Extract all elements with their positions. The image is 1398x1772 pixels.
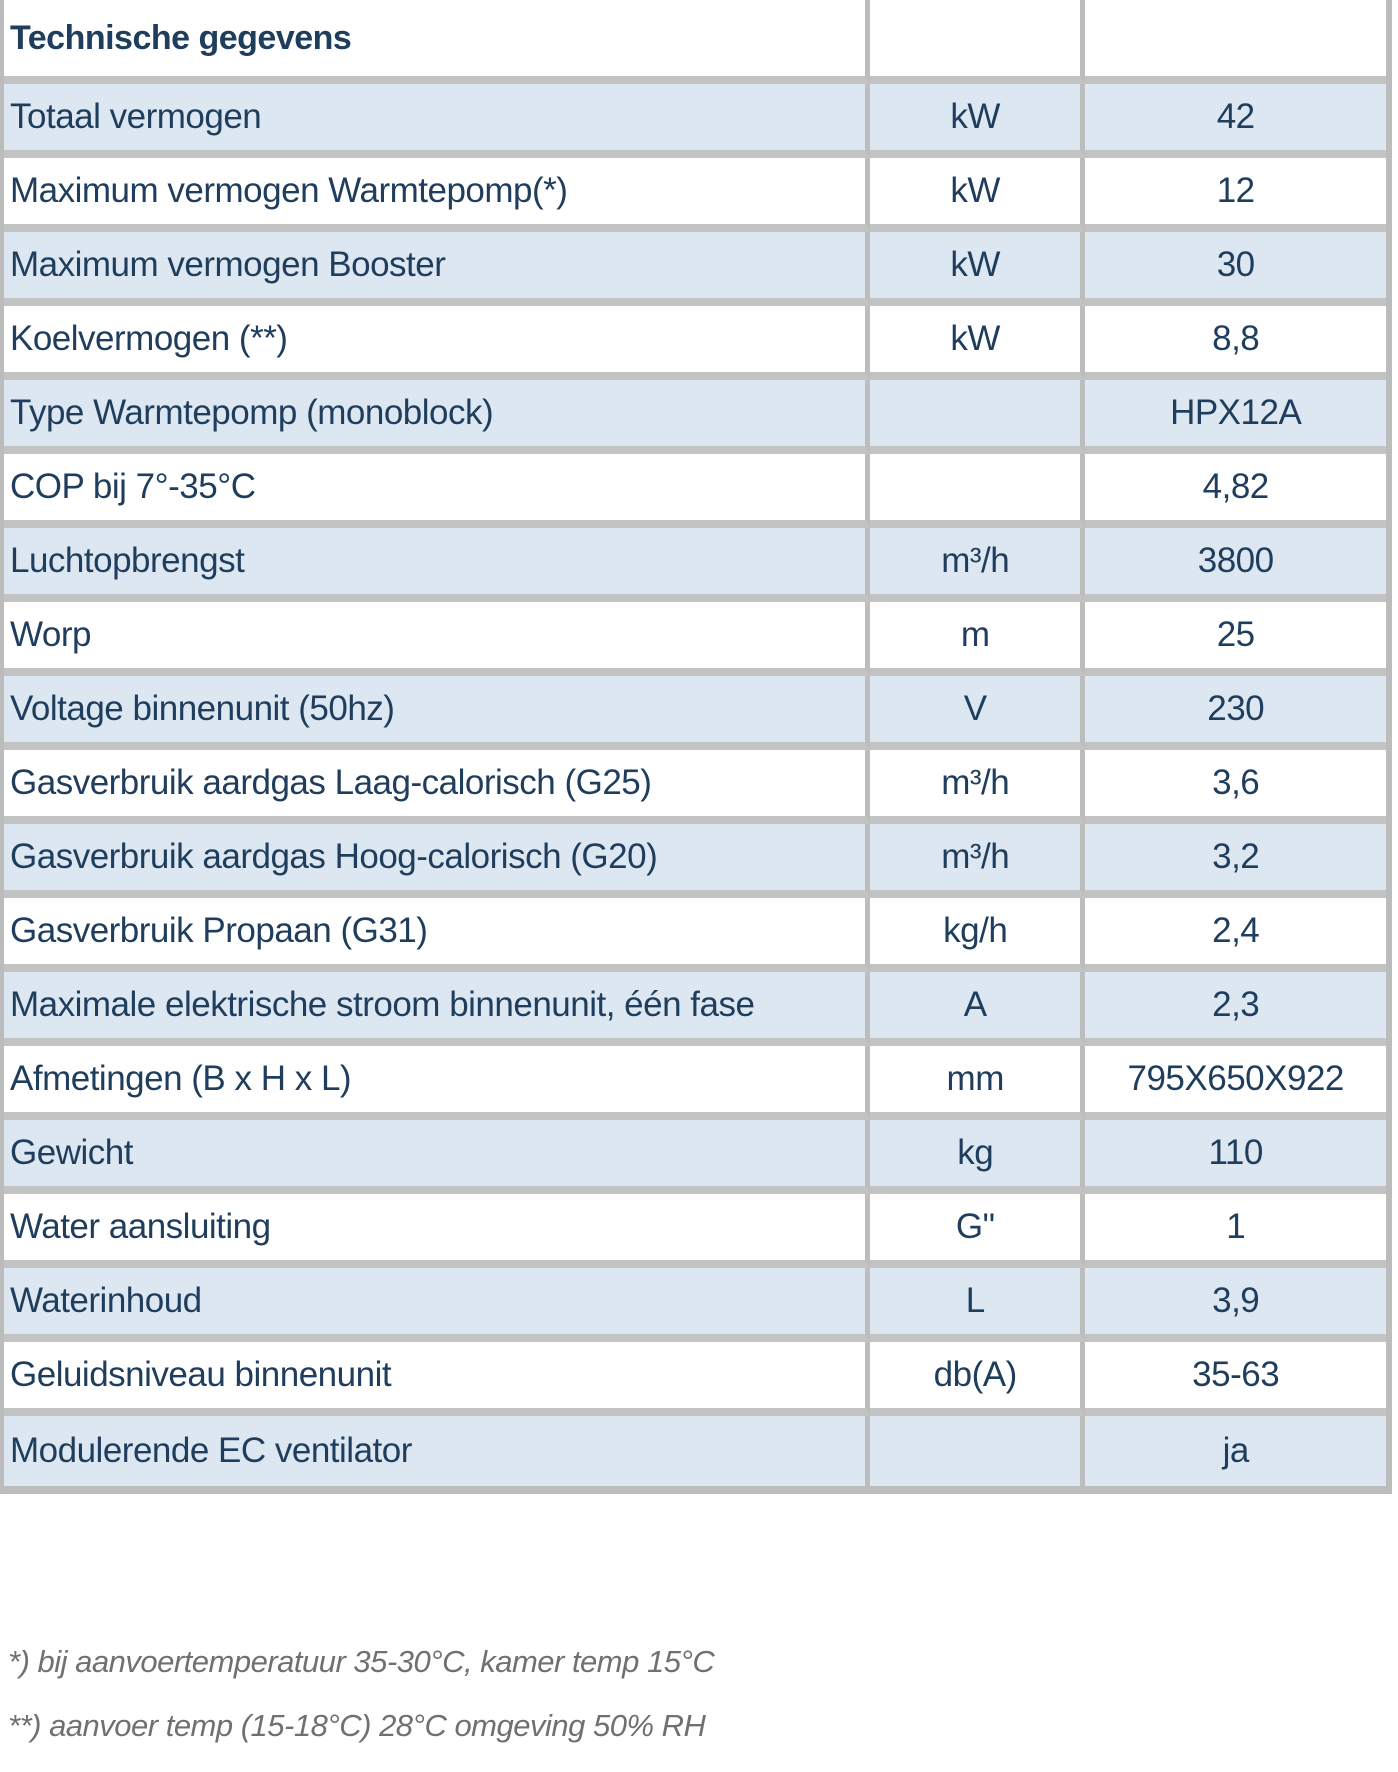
- row-unit: kW: [870, 306, 1085, 380]
- row-value: HPX12A: [1085, 380, 1386, 454]
- row-value: 2,3: [1085, 972, 1386, 1046]
- table-header-row: [4, 0, 1386, 84]
- footnotes: [8, 1642, 1208, 1770]
- row-label: Afmetingen (B x H x L): [4, 1046, 870, 1120]
- row-value: 3800: [1085, 528, 1386, 602]
- table-row: [4, 1046, 1386, 1120]
- row-value: 2,4: [1085, 898, 1386, 972]
- table-row: [4, 1194, 1386, 1268]
- row-unit: m³/h: [870, 528, 1085, 602]
- table-title: Technische gegevens: [4, 0, 870, 84]
- table-row: [4, 750, 1386, 824]
- row-label: Gasverbruik aardgas Hoog-calorisch (G20): [4, 824, 870, 898]
- header-value-cell: [1085, 0, 1386, 84]
- table-row: [4, 1342, 1386, 1416]
- table-row: [4, 676, 1386, 750]
- table-row: [4, 306, 1386, 380]
- table-row: [4, 1120, 1386, 1194]
- row-unit: m³/h: [870, 824, 1085, 898]
- row-value: 3,9: [1085, 1268, 1386, 1342]
- row-label: Maximale elektrische stroom binnenunit, één fase: [4, 972, 870, 1046]
- row-label: Modulerende EC ventilator: [4, 1416, 870, 1490]
- row-value: 795X650X922: [1085, 1046, 1386, 1120]
- row-unit: m: [870, 602, 1085, 676]
- row-label: Koelvermogen (**): [4, 306, 870, 380]
- row-value: 3,6: [1085, 750, 1386, 824]
- table-row: [4, 158, 1386, 232]
- row-label: Waterinhoud: [4, 1268, 870, 1342]
- row-unit: mm: [870, 1046, 1085, 1120]
- row-unit: m³/h: [870, 750, 1085, 824]
- row-unit: [870, 380, 1085, 454]
- row-unit: G": [870, 1194, 1085, 1268]
- row-label: Type Warmtepomp (monoblock): [4, 380, 870, 454]
- row-unit: kW: [870, 84, 1085, 158]
- row-unit: db(A): [870, 1342, 1085, 1416]
- row-value: 8,8: [1085, 306, 1386, 380]
- table-row: [4, 898, 1386, 972]
- row-value: ja: [1085, 1416, 1386, 1490]
- table-row: [4, 84, 1386, 158]
- row-unit: kg: [870, 1120, 1085, 1194]
- row-label: Totaal vermogen: [4, 84, 870, 158]
- row-value: 230: [1085, 676, 1386, 750]
- footnote-cooling: **) aanvoer temp (15-18°C) 28°C omgeving 50% RH: [8, 1708, 706, 1743]
- row-label: COP bij 7°-35°C: [4, 454, 870, 528]
- table-row: [4, 232, 1386, 306]
- table-row: [4, 380, 1386, 454]
- row-label: Luchtopbrengst: [4, 528, 870, 602]
- row-unit: [870, 1416, 1085, 1490]
- row-label: Maximum vermogen Warmtepomp(*): [4, 158, 870, 232]
- table-row: [4, 1268, 1386, 1342]
- row-value: 110: [1085, 1120, 1386, 1194]
- row-unit: kg/h: [870, 898, 1085, 972]
- row-value: 42: [1085, 84, 1386, 158]
- table-row: [4, 454, 1386, 528]
- row-label: Geluidsniveau binnenunit: [4, 1342, 870, 1416]
- row-unit: [870, 454, 1085, 528]
- table-row: [4, 824, 1386, 898]
- row-value: 35-63: [1085, 1342, 1386, 1416]
- row-unit: kW: [870, 232, 1085, 306]
- footnote-heatpump: *) bij aanvoertemperatuur 35-30°C, kamer temp 15°C: [8, 1644, 715, 1679]
- row-value: 30: [1085, 232, 1386, 306]
- row-unit: kW: [870, 158, 1085, 232]
- row-label: Gewicht: [4, 1120, 870, 1194]
- row-value: 12: [1085, 158, 1386, 232]
- row-label: Gasverbruik Propaan (G31): [4, 898, 870, 972]
- table-row: [4, 972, 1386, 1046]
- row-label: Voltage binnenunit (50hz): [4, 676, 870, 750]
- row-label: Gasverbruik aardgas Laag-calorisch (G25): [4, 750, 870, 824]
- row-value: 4,82: [1085, 454, 1386, 528]
- header-unit-cell: [870, 0, 1085, 84]
- row-value: 25: [1085, 602, 1386, 676]
- table-row: [4, 1416, 1386, 1490]
- row-label: Water aansluiting: [4, 1194, 870, 1268]
- row-value: 1: [1085, 1194, 1386, 1268]
- row-label: Worp: [4, 602, 870, 676]
- row-value: 3,2: [1085, 824, 1386, 898]
- table-row: [4, 528, 1386, 602]
- row-label: Maximum vermogen Booster: [4, 232, 870, 306]
- row-unit: L: [870, 1268, 1085, 1342]
- table-row: [4, 602, 1386, 676]
- row-unit: A: [870, 972, 1085, 1046]
- row-unit: V: [870, 676, 1085, 750]
